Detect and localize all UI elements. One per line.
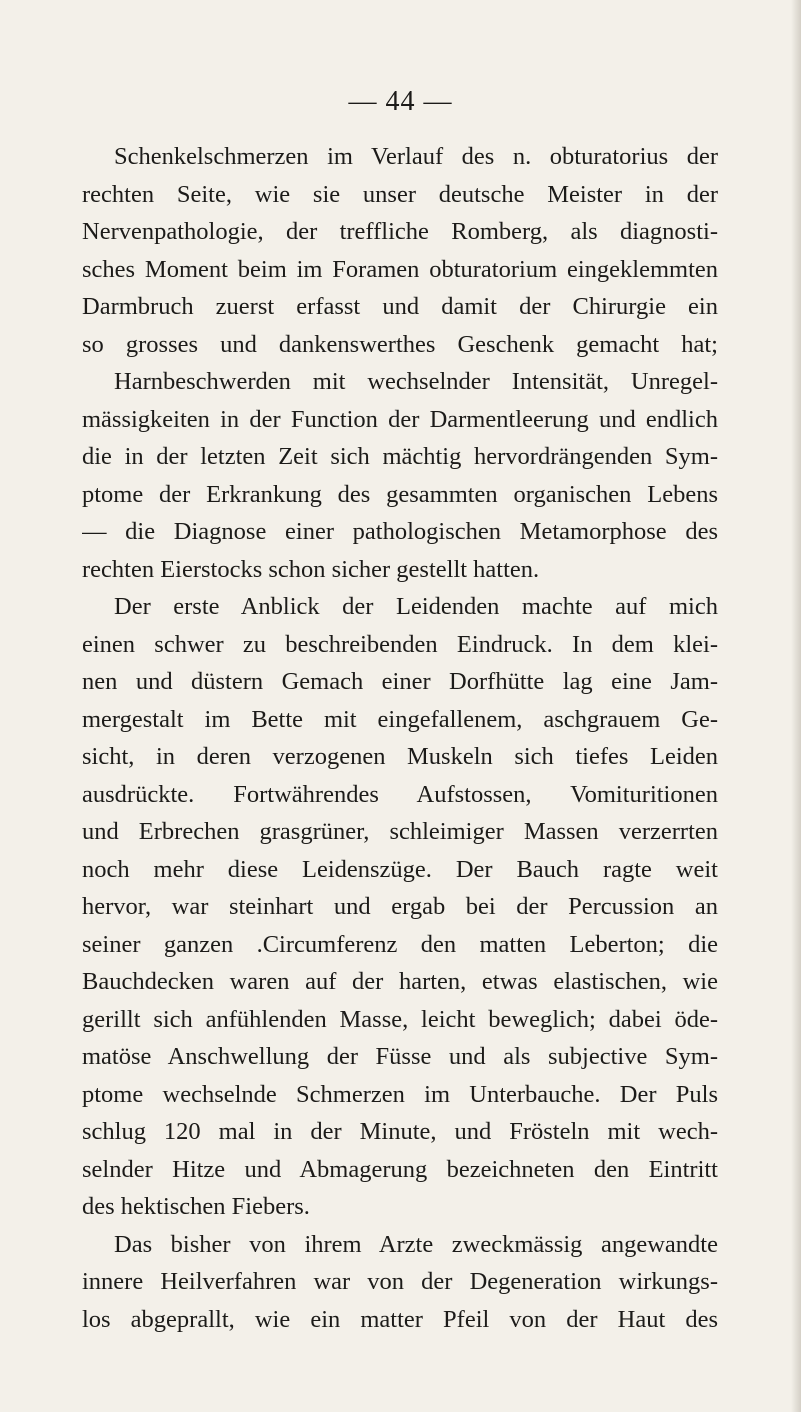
page-number: — 44 —	[348, 86, 453, 117]
text-line: hervor, war steinhart und ergab bei der Percussion an	[82, 893, 718, 920]
text-line: matöse Anschwellung der Füsse und als subjective Sym-	[82, 1043, 718, 1070]
text-line: seiner ganzen .Circumferenz den matten Leberton; die	[82, 930, 718, 958]
text-line: des hektischen Fiebers.	[82, 1193, 310, 1220]
text-line: sicht, in deren verzogenen Muskeln sich tiefes Leiden	[82, 743, 718, 770]
text-line: noch mehr diese Leidenszüge. Der Bauch ragte weit	[82, 855, 718, 883]
text-line: Schenkelschmerzen im Verlauf des n. obturatorius der	[114, 143, 718, 170]
text-line: ptome der Erkrankung des gesammten organischen Lebens	[82, 480, 718, 508]
text-line: nen und düstern Gemach einer Dorfhütte lag eine Jam-	[82, 668, 718, 695]
text-line: los abgeprallt, wie ein matter Pfeil von der Haut des	[82, 1305, 718, 1333]
text-line: Harnbeschwerden mit wechselnder Intensität, Unregel-	[114, 368, 718, 395]
text-line: selnder Hitze und Abmagerung bezeichneten den Eintritt	[82, 1155, 718, 1183]
text-line: mässigkeiten in der Function der Darmentleerung und endlich	[82, 405, 718, 433]
text-line: ausdrückte. Fortwährendes Aufstossen, Vomituritionen	[82, 780, 718, 808]
text-line: gerillt sich anfühlenden Masse, leicht beweglich; dabei öde-	[82, 1005, 718, 1033]
text-line: Bauchdecken waren auf der harten, etwas elastischen, wie	[82, 968, 718, 995]
text-line: einen schwer zu beschreibenden Eindruck. In dem klei-	[82, 630, 718, 658]
text-line: — die Diagnose einer pathologischen Metamorphose des	[82, 518, 718, 545]
text-line: Der erste Anblick der Leidenden machte auf mich	[114, 593, 718, 620]
body-text	[82, 138, 718, 1338]
page-edge-shadow	[791, 0, 801, 1412]
text-line: rechten Seite, wie sie unser deutsche Meister in der	[82, 180, 718, 208]
text-line: sches Moment beim im Foramen obturatorium eingeklemmten	[82, 255, 718, 283]
text-line: Darmbruch zuerst erfasst und damit der Chirurgie ein	[82, 293, 718, 320]
text-line: so grosses und dankenswerthes Geschenk gemacht hat;	[82, 330, 718, 358]
text-line: schlug 120 mal in der Minute, und Frösteln mit wech-	[82, 1118, 718, 1145]
text-line: ptome wechselnde Schmerzen im Unterbauche. Der Puls	[82, 1080, 718, 1108]
text-line: die in der letzten Zeit sich mächtig hervordrängenden Sym-	[82, 443, 718, 470]
text-line: rechten Eierstocks schon sicher gestellt hatten.	[82, 555, 540, 583]
text-line: innere Heilverfahren war von der Degeneration wirkungs-	[82, 1268, 718, 1295]
text-line: mergestalt im Bette mit eingefallenem, aschgrauem Ge-	[82, 705, 718, 733]
text-line: Das bisher von ihrem Arzte zweckmässig angewandte	[114, 1230, 718, 1258]
text-line: und Erbrechen grasgrüner, schleimiger Massen verzerrten	[82, 818, 718, 845]
text-line: Nervenpathologie, der treffliche Romberg, als diagnosti-	[82, 218, 718, 245]
